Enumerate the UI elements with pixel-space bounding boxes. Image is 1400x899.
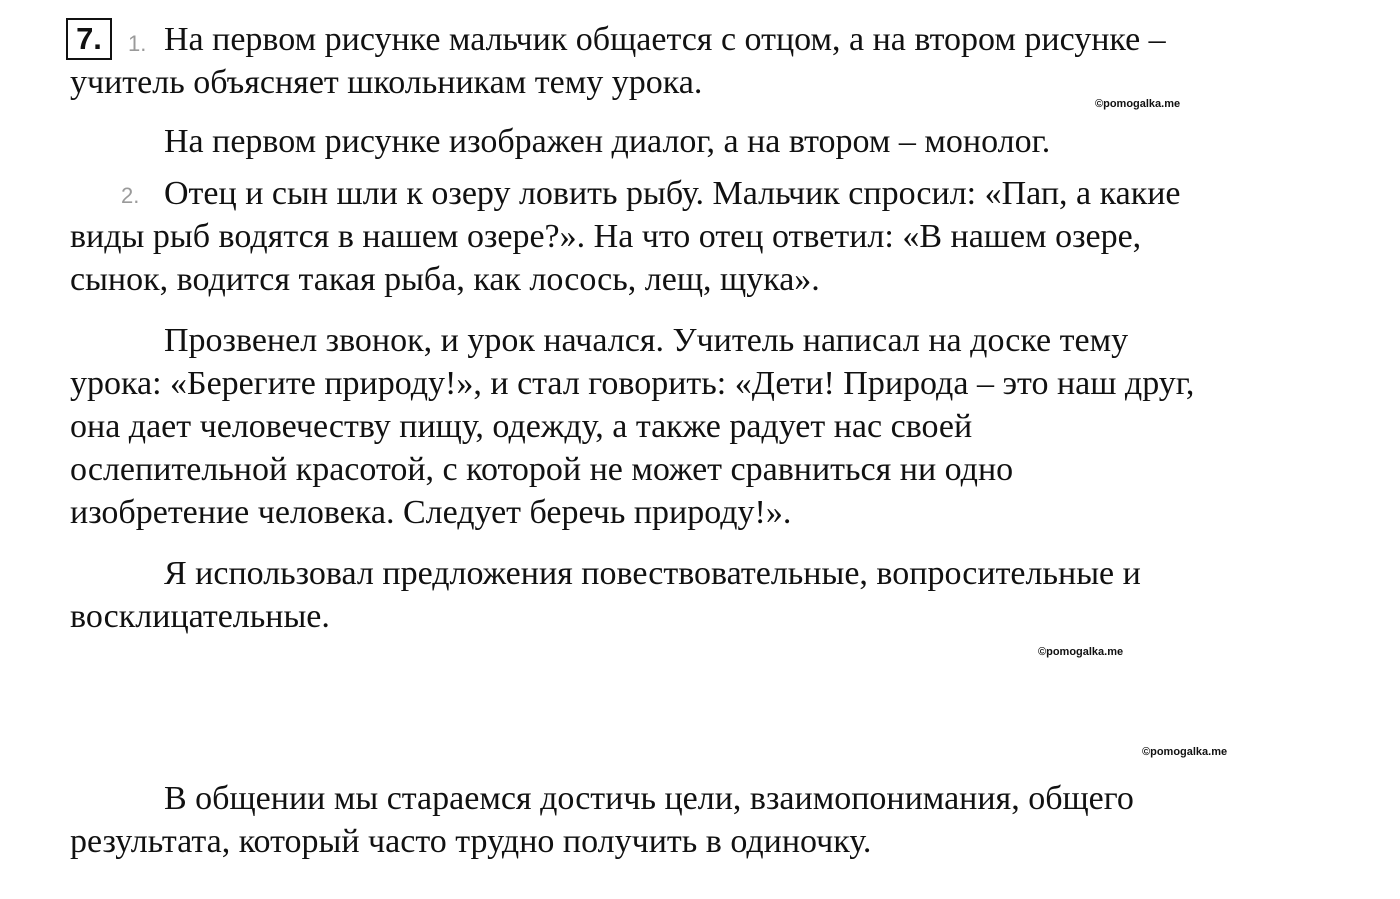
exercise-number: 7. (76, 21, 102, 56)
item-number-2: 2. (121, 183, 140, 208)
text-line: она дает человечеству пищу, одежду, а также радует нас своей (70, 408, 973, 445)
text-line: сынок, водится такая рыба, как лосось, лещ, щука». (70, 261, 820, 298)
text-line: ослепительной красотой, с которой не может сравниться ни одно (70, 451, 1014, 488)
text-line: На первом рисунке изображен диалог, а на втором – монолог. (164, 123, 1051, 160)
paragraph-6 (70, 777, 1370, 863)
text-line: восклицательные. (70, 598, 330, 635)
text-line: Отец и сын шли к озеру ловить рыбу. Мальчик спросил: «Пап, а какие (164, 175, 1181, 212)
text-line: изобретение человека. Следует беречь природу!». (70, 494, 792, 531)
item-number-1: 1. (128, 31, 147, 56)
text-line: учитель объясняет школьникам тему урока. (70, 64, 703, 101)
watermark: ©pomogalka.me (1038, 646, 1124, 658)
text-line: виды рыб водятся в нашем озере?». На что отец ответил: «В нашем озере, (70, 218, 1142, 255)
text-line: урока: «Берегите природу!», и стал говорить: «Дети! Природа – это наш друг, (70, 365, 1195, 402)
text-line: На первом рисунке мальчик общается с отцом, а на втором рисунке – (164, 21, 1166, 58)
text-line: Прозвенел звонок, и урок начался. Учитель написал на доске тему (164, 322, 1129, 359)
watermark: ©pomogalka.me (1142, 746, 1228, 758)
watermark: ©pomogalka.me (1095, 98, 1181, 110)
paragraph-1 (70, 18, 1370, 104)
paragraph-4 (70, 319, 1370, 534)
paragraph-5 (70, 552, 1370, 638)
paragraph-3 (70, 172, 1370, 301)
paragraph-2 (70, 120, 1370, 163)
text-line: результата, который часто трудно получить в одиночку. (70, 823, 872, 860)
text-line: В общении мы стараемся достичь цели, взаимопонимания, общего (164, 780, 1134, 817)
text-line: Я использовал предложения повествовательные, вопросительные и (164, 555, 1141, 592)
